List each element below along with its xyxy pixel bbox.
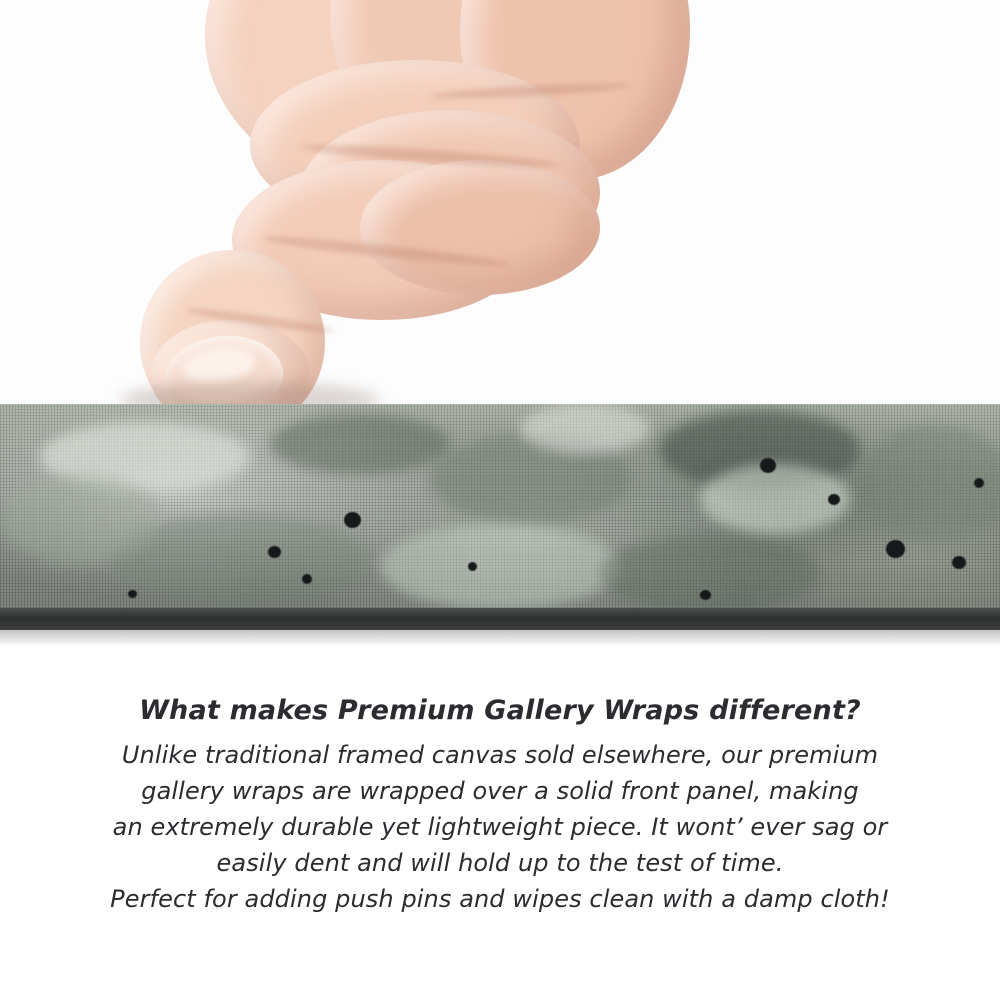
caption-line-5: Perfect for adding push pins and wipes clean with a damp cloth! xyxy=(110,885,890,913)
caption-line-4: easily dent and will hold up to the test of time. xyxy=(216,849,784,877)
canvas-edge-strip xyxy=(0,404,1000,626)
canvas-speck xyxy=(886,540,905,558)
hand-illustration xyxy=(0,0,1000,420)
canvas-texture-blotch xyxy=(600,534,820,614)
canvas-texture-blotch xyxy=(380,524,620,609)
canvas-back-edge xyxy=(0,608,1000,630)
caption-line-2: gallery wraps are wrapped over a solid front panel, making xyxy=(141,777,859,805)
canvas-texture-blotch xyxy=(270,414,450,474)
caption-line-1: Unlike traditional framed canvas sold elsewhere, our premium xyxy=(121,741,879,769)
canvas-speck xyxy=(344,512,361,528)
canvas-speck xyxy=(760,458,776,473)
canvas-speck xyxy=(952,556,966,569)
canvas-texture-blotch xyxy=(520,404,650,454)
canvas-speck xyxy=(268,546,281,558)
caption-block xyxy=(0,695,1000,917)
finger-segment xyxy=(360,160,600,295)
canvas-speck xyxy=(302,574,312,584)
canvas-speck xyxy=(128,590,137,598)
canvas-speck xyxy=(700,590,711,600)
canvas-speck xyxy=(468,562,477,571)
caption-line-3: an extremely durable yet lightweight piece. It wont’ ever sag or xyxy=(112,813,888,841)
canvas-drop-shadow xyxy=(0,630,1000,645)
caption-headline: What makes Premium Gallery Wraps different? xyxy=(139,695,861,726)
canvas-speck xyxy=(974,478,984,488)
canvas-texture-blotch xyxy=(0,474,160,564)
canvas-speck xyxy=(828,494,840,505)
